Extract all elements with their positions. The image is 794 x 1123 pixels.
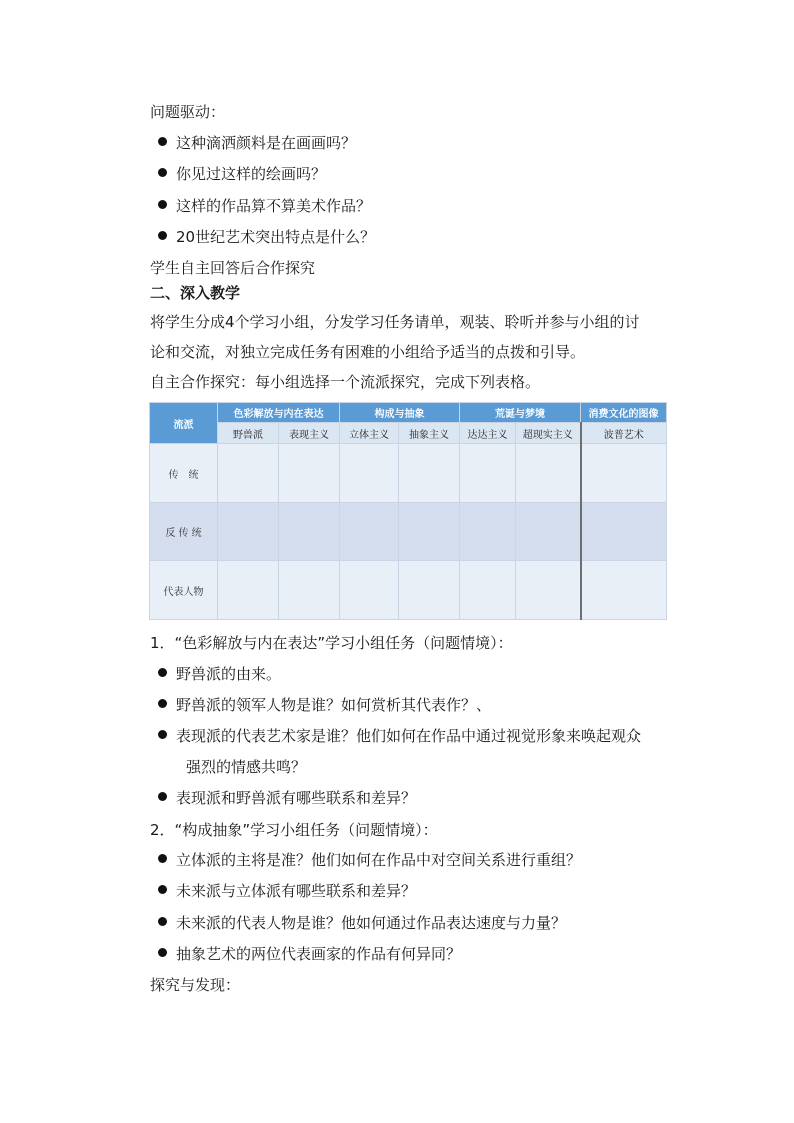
drive-question-4: 20世纪艺术突出特点是什么？ xyxy=(158,227,375,247)
bullet-dot-icon xyxy=(158,200,167,209)
group-header-construct: 构成与抽象 xyxy=(340,403,460,423)
drive-question-1: 这种滴洒颜料是在画画吗？ xyxy=(158,133,356,153)
school-fauvism: 野兽派 xyxy=(218,423,279,444)
table-cell[interactable] xyxy=(516,561,581,620)
task2-item-4: 抽象艺术的两位代表画家的作品有何异同？ xyxy=(158,944,461,964)
school-expressionism: 表现主义 xyxy=(279,423,340,444)
table-cell[interactable] xyxy=(218,561,279,620)
group-header-color: 色彩解放与内在表达 xyxy=(218,403,340,423)
intro-label: 问题驱动： xyxy=(150,103,226,121)
bullet-dot-icon xyxy=(158,168,167,177)
bullet-dot-icon xyxy=(158,792,167,801)
row-label-tradition: 传 统 xyxy=(150,444,218,503)
task1-item-4: 表现派和野兽派有哪些联系和差异？ xyxy=(158,788,416,808)
explore-label: 探究与发现： xyxy=(150,976,241,994)
task2-item-1: 立体派的主将是准？他们如何在作品中对空间关系进行重组？ xyxy=(158,850,581,870)
task2-item-2: 未来派与立体派有哪些联系和差异？ xyxy=(158,881,416,901)
row-label-anti-tradition: 反 传 统 xyxy=(150,503,218,561)
table-cell[interactable] xyxy=(218,503,279,561)
bullet-dot-icon xyxy=(158,917,167,926)
table-cell[interactable] xyxy=(340,444,399,503)
task2-item-3: 未来派的代表人物是谁？他如何通过作品表达速度与力量？ xyxy=(158,913,566,933)
table-intro: 自主合作探究：每小组选择一个流派探究，完成下列表格。 xyxy=(150,373,541,391)
table-cell[interactable] xyxy=(399,561,460,620)
bullet-dot-icon xyxy=(158,231,167,240)
task1-item-1: 野兽派的由来。 xyxy=(158,664,281,684)
school-pop-art: 波普艺术 xyxy=(581,423,667,444)
task1-title: 1．“色彩解放与内在表达”学习小组任务（问题情境）： xyxy=(150,634,513,652)
paragraph-line-1: 将学生分成4个学习小组，分发学习任务请单，观装、聆听并参与小组的讨 xyxy=(150,313,640,331)
table-cell[interactable] xyxy=(399,503,460,561)
table-corner: 流派 xyxy=(150,403,218,444)
student-line: 学生自主回答后合作探究 xyxy=(150,259,316,277)
school-table xyxy=(149,402,667,620)
table-cell[interactable] xyxy=(218,444,279,503)
table-row xyxy=(150,503,667,561)
paragraph-line-2: 论和交流，对独立完成任务有困难的小组给予适当的点拨和引导。 xyxy=(150,343,586,361)
bullet-dot-icon xyxy=(158,699,167,708)
table-cell[interactable] xyxy=(460,503,516,561)
table-cell[interactable] xyxy=(340,561,399,620)
row-label-representatives: 代表人物 xyxy=(150,561,218,620)
drive-question-3: 这样的作品算不算美术作品？ xyxy=(158,196,371,216)
school-surrealism: 超现实主义 xyxy=(516,423,581,444)
bullet-dot-icon xyxy=(158,948,167,957)
table-row xyxy=(150,561,667,620)
table-cell[interactable] xyxy=(279,561,340,620)
bullet-dot-icon xyxy=(158,854,167,863)
table-cell[interactable] xyxy=(581,561,667,620)
task2-title: 2．“构成抽象”学习小组任务（问题情境）： xyxy=(150,821,438,839)
table-cell[interactable] xyxy=(279,444,340,503)
bullet-dot-icon xyxy=(158,730,167,739)
table-row xyxy=(150,444,667,503)
school-cubism: 立体主义 xyxy=(340,423,399,444)
table-cell[interactable] xyxy=(340,503,399,561)
school-abstract: 抽象主义 xyxy=(399,423,460,444)
table-cell[interactable] xyxy=(581,503,667,561)
bullet-dot-icon xyxy=(158,885,167,894)
group-header-consumer: 消费文化的图像 xyxy=(581,403,667,423)
drive-question-2: 你见过这样的绘画吗？ xyxy=(158,164,326,184)
table-cell[interactable] xyxy=(581,444,667,503)
table-cell[interactable] xyxy=(399,444,460,503)
school-dada: 达达主义 xyxy=(460,423,516,444)
bullet-dot-icon xyxy=(158,668,167,677)
task1-item-2: 野兽派的领军人物是谁？如何赏析其代表作？、 xyxy=(158,695,491,715)
table-cell[interactable] xyxy=(460,444,516,503)
table-cell[interactable] xyxy=(460,561,516,620)
bullet-dot-icon xyxy=(158,137,167,146)
group-header-absurd: 荒诞与梦境 xyxy=(460,403,581,423)
section-title: 二、深入教学 xyxy=(150,284,241,302)
table-cell[interactable] xyxy=(516,503,581,561)
task1-item-3: 表现派的代表艺术家是谁？他们如何在作品中通过视觉形象来唤起观众 xyxy=(158,726,641,746)
task1-item-3-continued: 强烈的情感共鸣？ xyxy=(186,758,307,776)
table-cell[interactable] xyxy=(279,503,340,561)
table-cell[interactable] xyxy=(516,444,581,503)
